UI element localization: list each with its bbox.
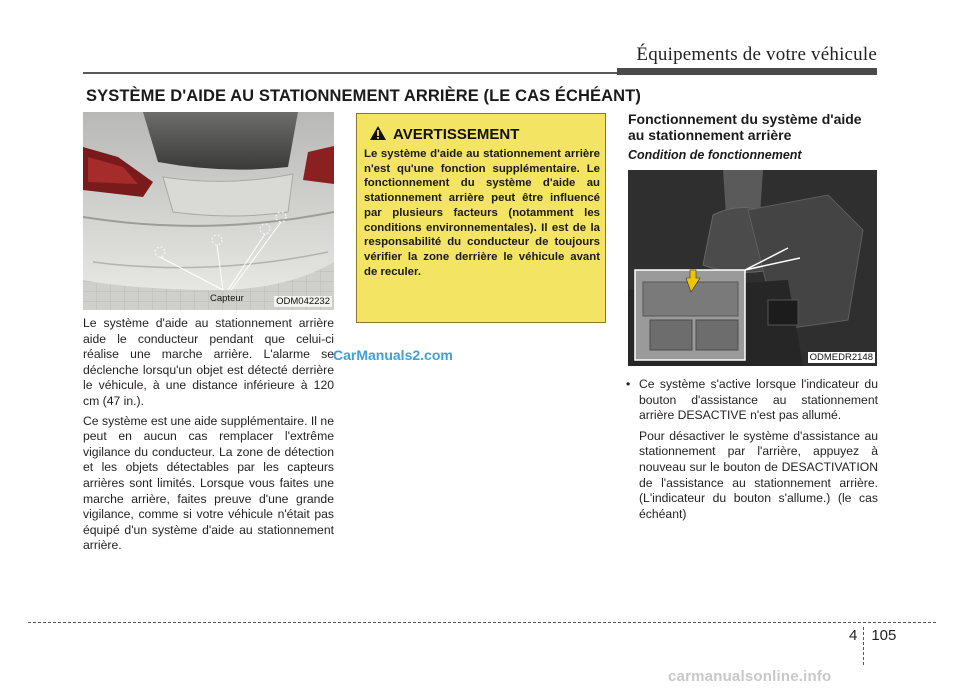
sensor-label: Capteur [210,293,244,304]
chapter-title: Équipements de votre véhicule [636,44,877,65]
list-item-text: Ce système s'active lorsque l'indicateur du bouton d'assistance au stationnement arrière DESACTIVE n'est pas allumé. [639,377,878,423]
photo-reference-code: ODM042232 [276,296,330,307]
paragraph: Le système d'aide au stationnement arrière aide le conducteur pendant que celui-ci réalise une marche arrière. L'alarme se déclenche lorsqu'un objet est détecté derrière le véhicule, à une distance inférieure à 120 cm (47 in.). [83,316,334,408]
rear-bumper-illustration [83,112,334,310]
console-button-photo [628,170,877,366]
chapter-number: 4 [849,627,858,644]
console-illustration [628,170,877,366]
subsection-subheading: Condition de fonctionnement [628,148,802,162]
list-item-continuation: Pour désactiver le système d'assistance au stationnement par l'arrière, appuyez à nouveau sur le bouton de DESACTIVATION de l'assistance au stationnement arrière. (L'indicateur du bouton s'allume.) (le cas échéant) [639,428,878,521]
bullet-icon: • [626,377,631,391]
page-number: 105 [871,627,897,644]
list-item [626,377,878,424]
header-rule [83,72,617,74]
condition-list [626,377,878,522]
footer-rule [28,622,936,623]
page-number-separator [863,627,865,665]
left-body-text [83,316,334,558]
warning-triangle-icon [369,125,387,141]
warning-title: AVERTISSEMENT [393,126,520,143]
page-number-block [849,627,896,665]
paragraph: Ce système est une aide supplémentaire. Il ne peut en aucun cas remplacer l'extrême vigilance du conducteur. La zone de détection et les objets détectables par les capteurs arrières sont limités. Lorsque vous faites une marche arrière, faites preuve d'une grande vigilance, comme si votre véhicule n'était pas équipé d'un système d'aide au stationnement arrière. [83,413,334,553]
rear-bumper-photo [83,112,334,310]
warning-box [356,113,606,323]
site-watermark: carmanualsonline.info [668,668,832,685]
warning-text: Le système d'aide au stationnement arrière n'est qu'une fonction supplémentaire. Le fonctionnement du système d'aide au stationnement arrière peut être influencé par plusieurs facteurs (notamment les conditions environnementales). Il est de la responsabilité du conducteur de toujours vérifier la zone derrière le véhicule avant de reculer. [364,148,600,278]
watermark: CarManuals2.com [333,347,453,363]
section-title: SYSTÈME D'AIDE AU STATIONNEMENT ARRIÈRE (LE CAS ÉCHÉANT) [86,87,641,105]
subsection-heading: Fonctionnement du système d'aide au stationnement arrière [628,111,862,143]
photo-reference-code: ODMEDR2148 [809,352,873,363]
header-rule-accent [617,68,877,75]
